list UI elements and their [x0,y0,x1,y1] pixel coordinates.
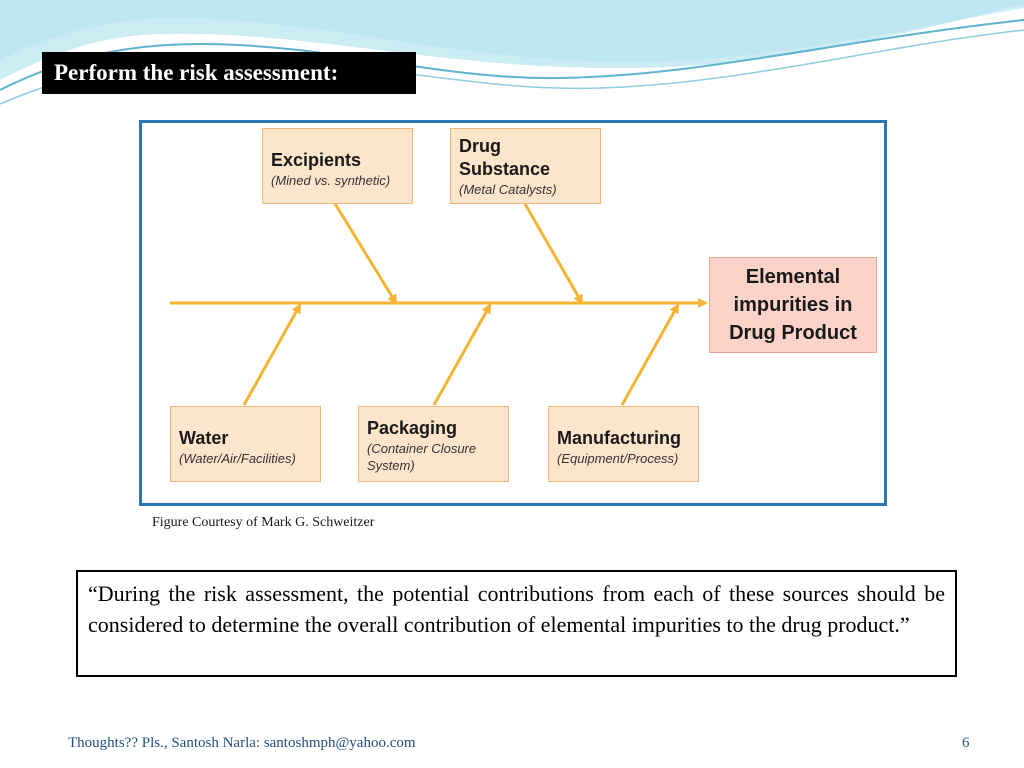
quote-box [76,570,957,677]
slide-title: Perform the risk assessment: [42,52,416,94]
quote-text: “During the risk assessment, the potential contributions from each of these sources should be considered to determine the overall contribution of elemental impurities to the drug product.” [88,581,945,637]
drug-substance-branch-arrow [524,202,582,303]
cause-drug-substance: Drug Substance (Metal Catalysts) [450,128,601,204]
cause-manufacturing: Manufacturing (Equipment/Process) [548,406,699,482]
cause-water: Water (Water/Air/Facilities) [170,406,321,482]
cause-excipients: Excipients (Mined vs. synthetic) [262,128,413,204]
page-number: 6 [962,735,970,751]
excipients-branch-arrow [334,202,396,303]
footer-text: Thoughts?? Pls., Santosh Narla: santoshmph@yahoo.com [68,735,416,751]
figure-caption: Figure Courtesy of Mark G. Schweitzer [152,515,375,530]
effect-elemental-impurities: Elemental impurities in Drug Product [709,257,877,353]
manufacturing-branch-arrow [622,305,678,405]
fishbone-diagram-frame [139,120,887,506]
water-branch-arrow [244,305,300,405]
packaging-branch-arrow [434,305,490,405]
cause-packaging: Packaging (Container Closure System) [358,406,509,482]
